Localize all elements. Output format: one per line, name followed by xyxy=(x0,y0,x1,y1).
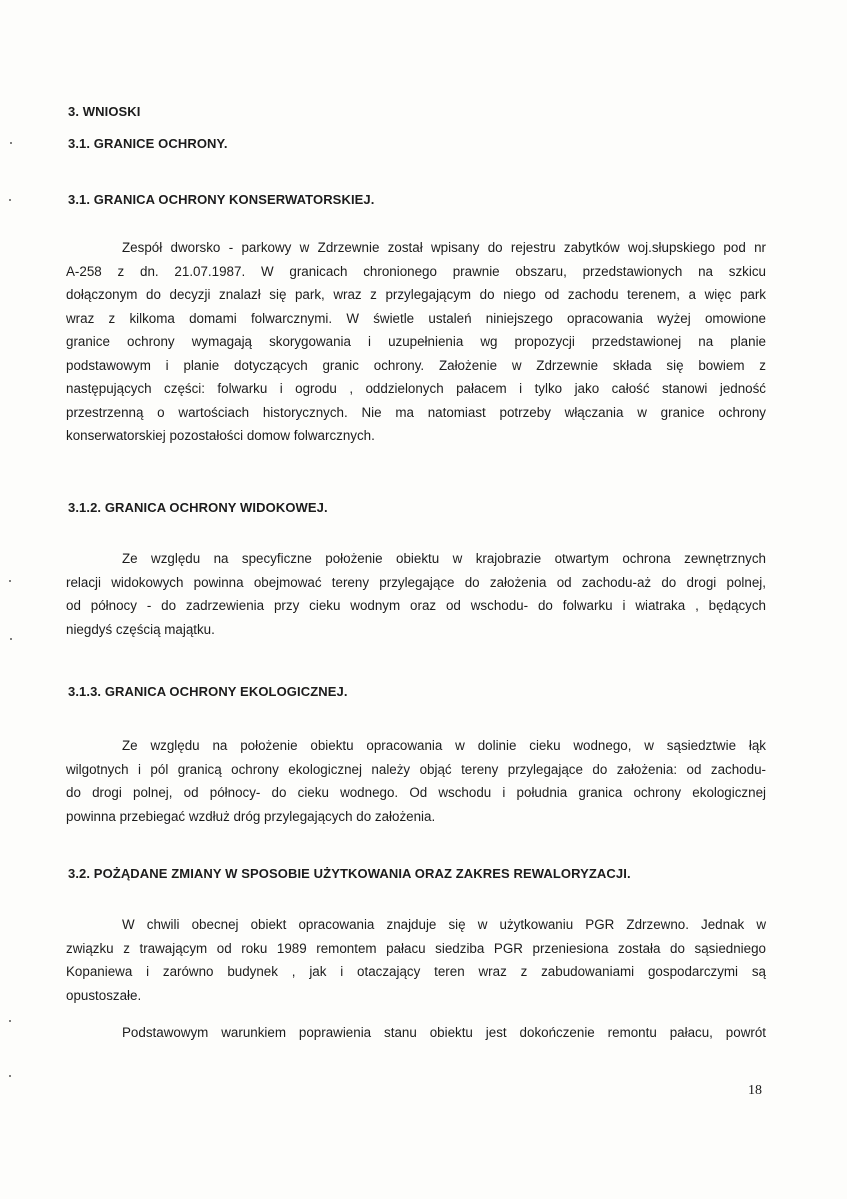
scan-speck xyxy=(9,199,11,201)
page-number: 18 xyxy=(748,1083,762,1098)
text-line: dołączonym do decyzji znalazł się park, wraz z przylegającym do niego od zachodu terenem, a więc park xyxy=(66,287,766,302)
heading-wnioski: 3. WNIOSKI xyxy=(68,104,141,119)
scan-speck xyxy=(10,638,12,640)
heading-granice-ochrony: 3.1. GRANICE OCHRONY. xyxy=(68,136,228,151)
heading-ochrona-ekologiczna: 3.1.3. GRANICA OCHRONY EKOLOGICZNEJ. xyxy=(68,684,348,699)
text-line: konserwatorskiej pozostałości domow folwarcznych. xyxy=(66,428,375,443)
text-line: relacji widokowych powinna obejmować tereny przylegające do założenia od zachodu-aż do drogi polnej, xyxy=(66,574,766,590)
text-line: W chwili obecnej obiekt opracowania znajduje się w użytkowaniu PGR Zdrzewno. Jednak w xyxy=(122,917,766,932)
heading-ochrona-konserwatorska: 3.1. GRANICA OCHRONY KONSERWATORSKIEJ. xyxy=(68,192,375,207)
scan-speck xyxy=(10,142,12,144)
text-line: do drogi polnej, od północy- do cieku wodnego. Od wschodu i południa granica ochrony ekologicznej xyxy=(66,785,766,800)
paragraph-konserwatorska xyxy=(66,236,766,448)
scan-speck xyxy=(9,580,11,582)
paragraph-widokowa xyxy=(66,547,766,641)
text-line: Zespół dworsko - parkowy w Zdrzewnie został wpisany do rejestru zabytków woj.słupskiego pod nr xyxy=(122,240,766,255)
text-line: Ze względu na specyficzne położenie obiektu w krajobrazie otwartym ochrona zewnętrznych xyxy=(122,551,766,566)
text-line: granice ochrony wymagają skorygowania i uzupełnienia wg propozycji przedstawionej na planie xyxy=(66,334,766,349)
text-line: wilgotnych i pól granicą ochrony ekologicznej należy objąć tereny przylegające do założenia: od zachodu- xyxy=(66,761,766,777)
text-line: Ze względu na położenie obiektu opracowania w dolinie cieku wodnego, w sąsiedztwie łąk xyxy=(122,738,766,753)
text-line: od północy - do zadrzewienia przy cieku wodnym oraz od wschodu- do folwarku i wiatraka , będących xyxy=(66,598,766,613)
text-line: wraz z kilkoma domami folwarcznymi. W świetle ustaleń niniejszego opracowania wyżej omowione xyxy=(66,310,766,326)
heading-zmiany-uzytkowania: 3.2. POŻĄDANE ZMIANY W SPOSOBIE UŻYTKOWANIA ORAZ ZAKRES REWALORYZACJI. xyxy=(68,866,631,881)
text-line: następujących części: folwarku i ogrodu , oddzielonych pałacem i tylko jako całość stanowi jedność xyxy=(66,381,766,396)
text-line: powinna przebiegać wzdłuż dróg przylegających do założenia. xyxy=(66,808,436,824)
scan-speck xyxy=(9,1075,11,1077)
paragraph-uzytkowanie xyxy=(66,913,766,1007)
heading-ochrona-widokowa: 3.1.2. GRANICA OCHRONY WIDOKOWEJ. xyxy=(68,500,328,515)
paragraph-ekologiczna xyxy=(66,734,766,828)
text-line: podstawowym i planie dotyczących granic ochrony. Założenie w Zdrzewnie składa się bowiem z xyxy=(66,357,766,373)
scan-speck xyxy=(9,1020,11,1022)
paragraph-warunki xyxy=(66,1021,766,1045)
text-line: niegdyś częścią majątku. xyxy=(66,621,215,637)
text-line: przestrzenną o wartościach historycznych. Nie ma natomiast potrzeby włączania w granice ochrony xyxy=(66,404,766,420)
text-line: A-258 z dn. 21.07.1987. W granicach chronionego prawnie obszaru, przedstawionych na szkicu xyxy=(66,263,766,279)
text-line: opustoszałe. xyxy=(66,987,142,1003)
text-line: Kopaniewa i zarówno budynek , jak i otaczający teren wraz z zabudowaniami gospodarczymi są xyxy=(66,964,766,979)
text-line: Podstawowym warunkiem poprawienia stanu obiektu jest dokończenie remontu pałacu, powrót xyxy=(122,1025,766,1040)
text-line: związku z trawającym od roku 1989 remontem pałacu siedziba PGR przeniesiona została do sąsiedniego xyxy=(66,940,766,956)
